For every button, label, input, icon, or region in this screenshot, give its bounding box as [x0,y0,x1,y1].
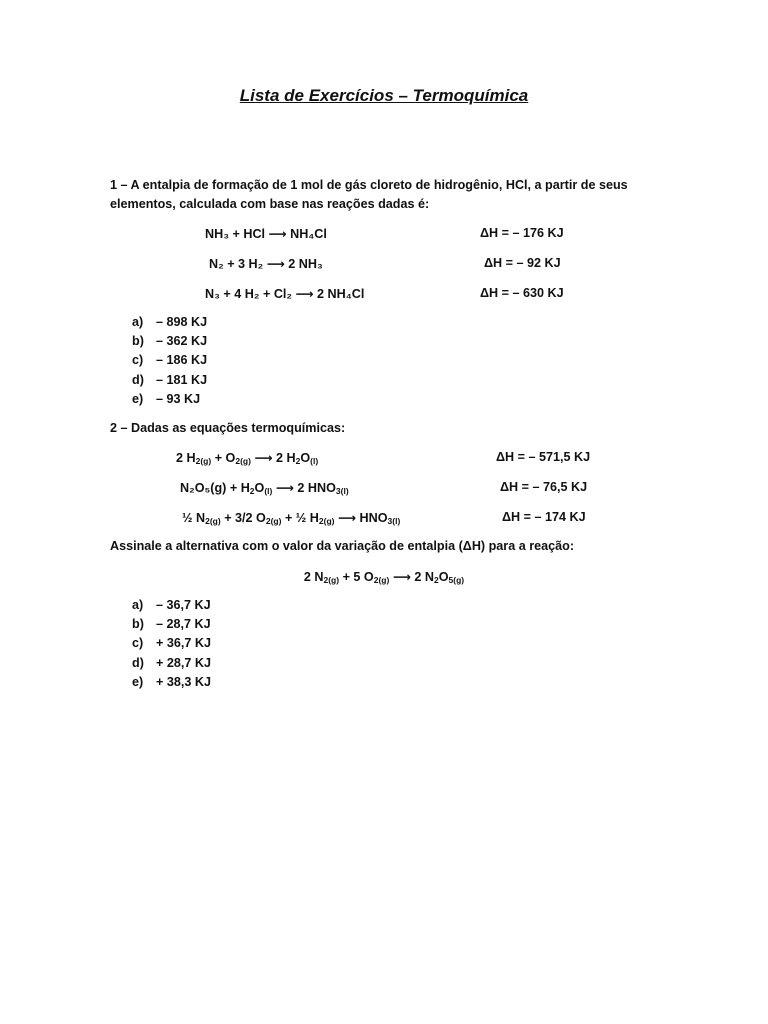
q1-reaction-3-dh: ΔH = – 630 KJ [480,286,564,300]
q1-reaction-1: NH₃ + HCl ⟶ NH₄Cl [205,227,327,241]
q1-reaction-1-dh: ΔH = – 176 KJ [480,226,564,240]
q2-reaction-1-dh: ΔH = – 571,5 KJ [496,450,591,464]
q2-option-c [132,636,211,650]
q2-option-d [132,656,211,670]
q1-option-e [132,392,200,406]
option-label: b) [132,334,144,348]
option-label: e) [132,392,144,406]
option-label: b) [132,617,144,631]
option-label: d) [132,373,144,387]
q1-text-line1: – A entalpia de formação de 1 mol de gás cloreto de hidrogênio, HCl, a partir de seus [117,178,628,192]
q1-option-c [132,353,207,367]
option-label: e) [132,675,144,689]
q2-option-e [132,675,211,689]
option-label: d) [132,656,144,670]
option-value: + 38,3 KJ [156,675,211,689]
q2-reaction-2: $N_2O_5(g) + H_2O_{(l)}$ ⟶ 2 $HNO_{3(l)}$ [180,481,349,496]
q1-option-d [132,373,207,387]
q2-number: 2 [110,421,118,435]
q2-text: – Dadas as equações termoquímicas: [117,421,346,435]
q1-option-a [132,315,207,329]
option-label: c) [132,636,144,650]
q1-reaction-2: N₂ + 3 H₂ ⟶ 2 NH₃ [209,257,323,271]
q2-reaction-1: 2 $H_{2(g)} + O_{2(g)}$ ⟶ 2 $H_2O_{(l)}$ [176,451,319,466]
option-value: – 362 KJ [156,334,208,348]
q2-option-a [132,598,211,612]
q1-option-b [132,334,207,348]
q2-option-b [132,617,211,631]
q2-statement [110,421,345,435]
q2-reaction-3: ½ $N_{2(g)} + 3/2$ $O_{2(g)}$ + ½ $H_{2(g)}$ ⟶ $HNO_{3(l)}$ [182,511,401,526]
q1-number: 1 [110,178,118,192]
q2-reaction-3-dh: ΔH = – 174 KJ [502,510,586,524]
q1-text-line2: elementos, calculada com base nas reações dadas é: [110,197,430,211]
option-label: c) [132,353,144,367]
page-title: Lista de Exercícios – Termoquímica [239,86,529,105]
q2-instruction: Assinale a alternativa com o valor da variação de entalpia (ΔH) para a reação: [110,539,575,553]
q1-statement-line1 [110,178,628,192]
option-label: a) [132,315,144,329]
option-value: – 898 KJ [156,315,208,329]
option-value: – 93 KJ [156,392,201,406]
option-label: a) [132,598,144,612]
option-value: + 28,7 KJ [156,656,211,670]
option-value: + 36,7 KJ [156,636,211,650]
q2-reaction-2-dh: ΔH = – 76,5 KJ [500,480,588,494]
option-value: – 28,7 KJ [156,617,211,631]
option-value: – 36,7 KJ [156,598,211,612]
option-value: – 181 KJ [156,373,208,387]
q2-target-reaction: 2 $N_{2(g)} + 5$ $O_{2(g)}$ ⟶ 2 $N_2O_{5(g)}$ [303,570,465,585]
q1-reaction-2-dh: ΔH = – 92 KJ [484,256,561,270]
option-value: – 186 KJ [156,353,208,367]
q1-reaction-3: N₃ + 4 H₂ + Cl₂ ⟶ 2 NH₄Cl [205,287,365,301]
